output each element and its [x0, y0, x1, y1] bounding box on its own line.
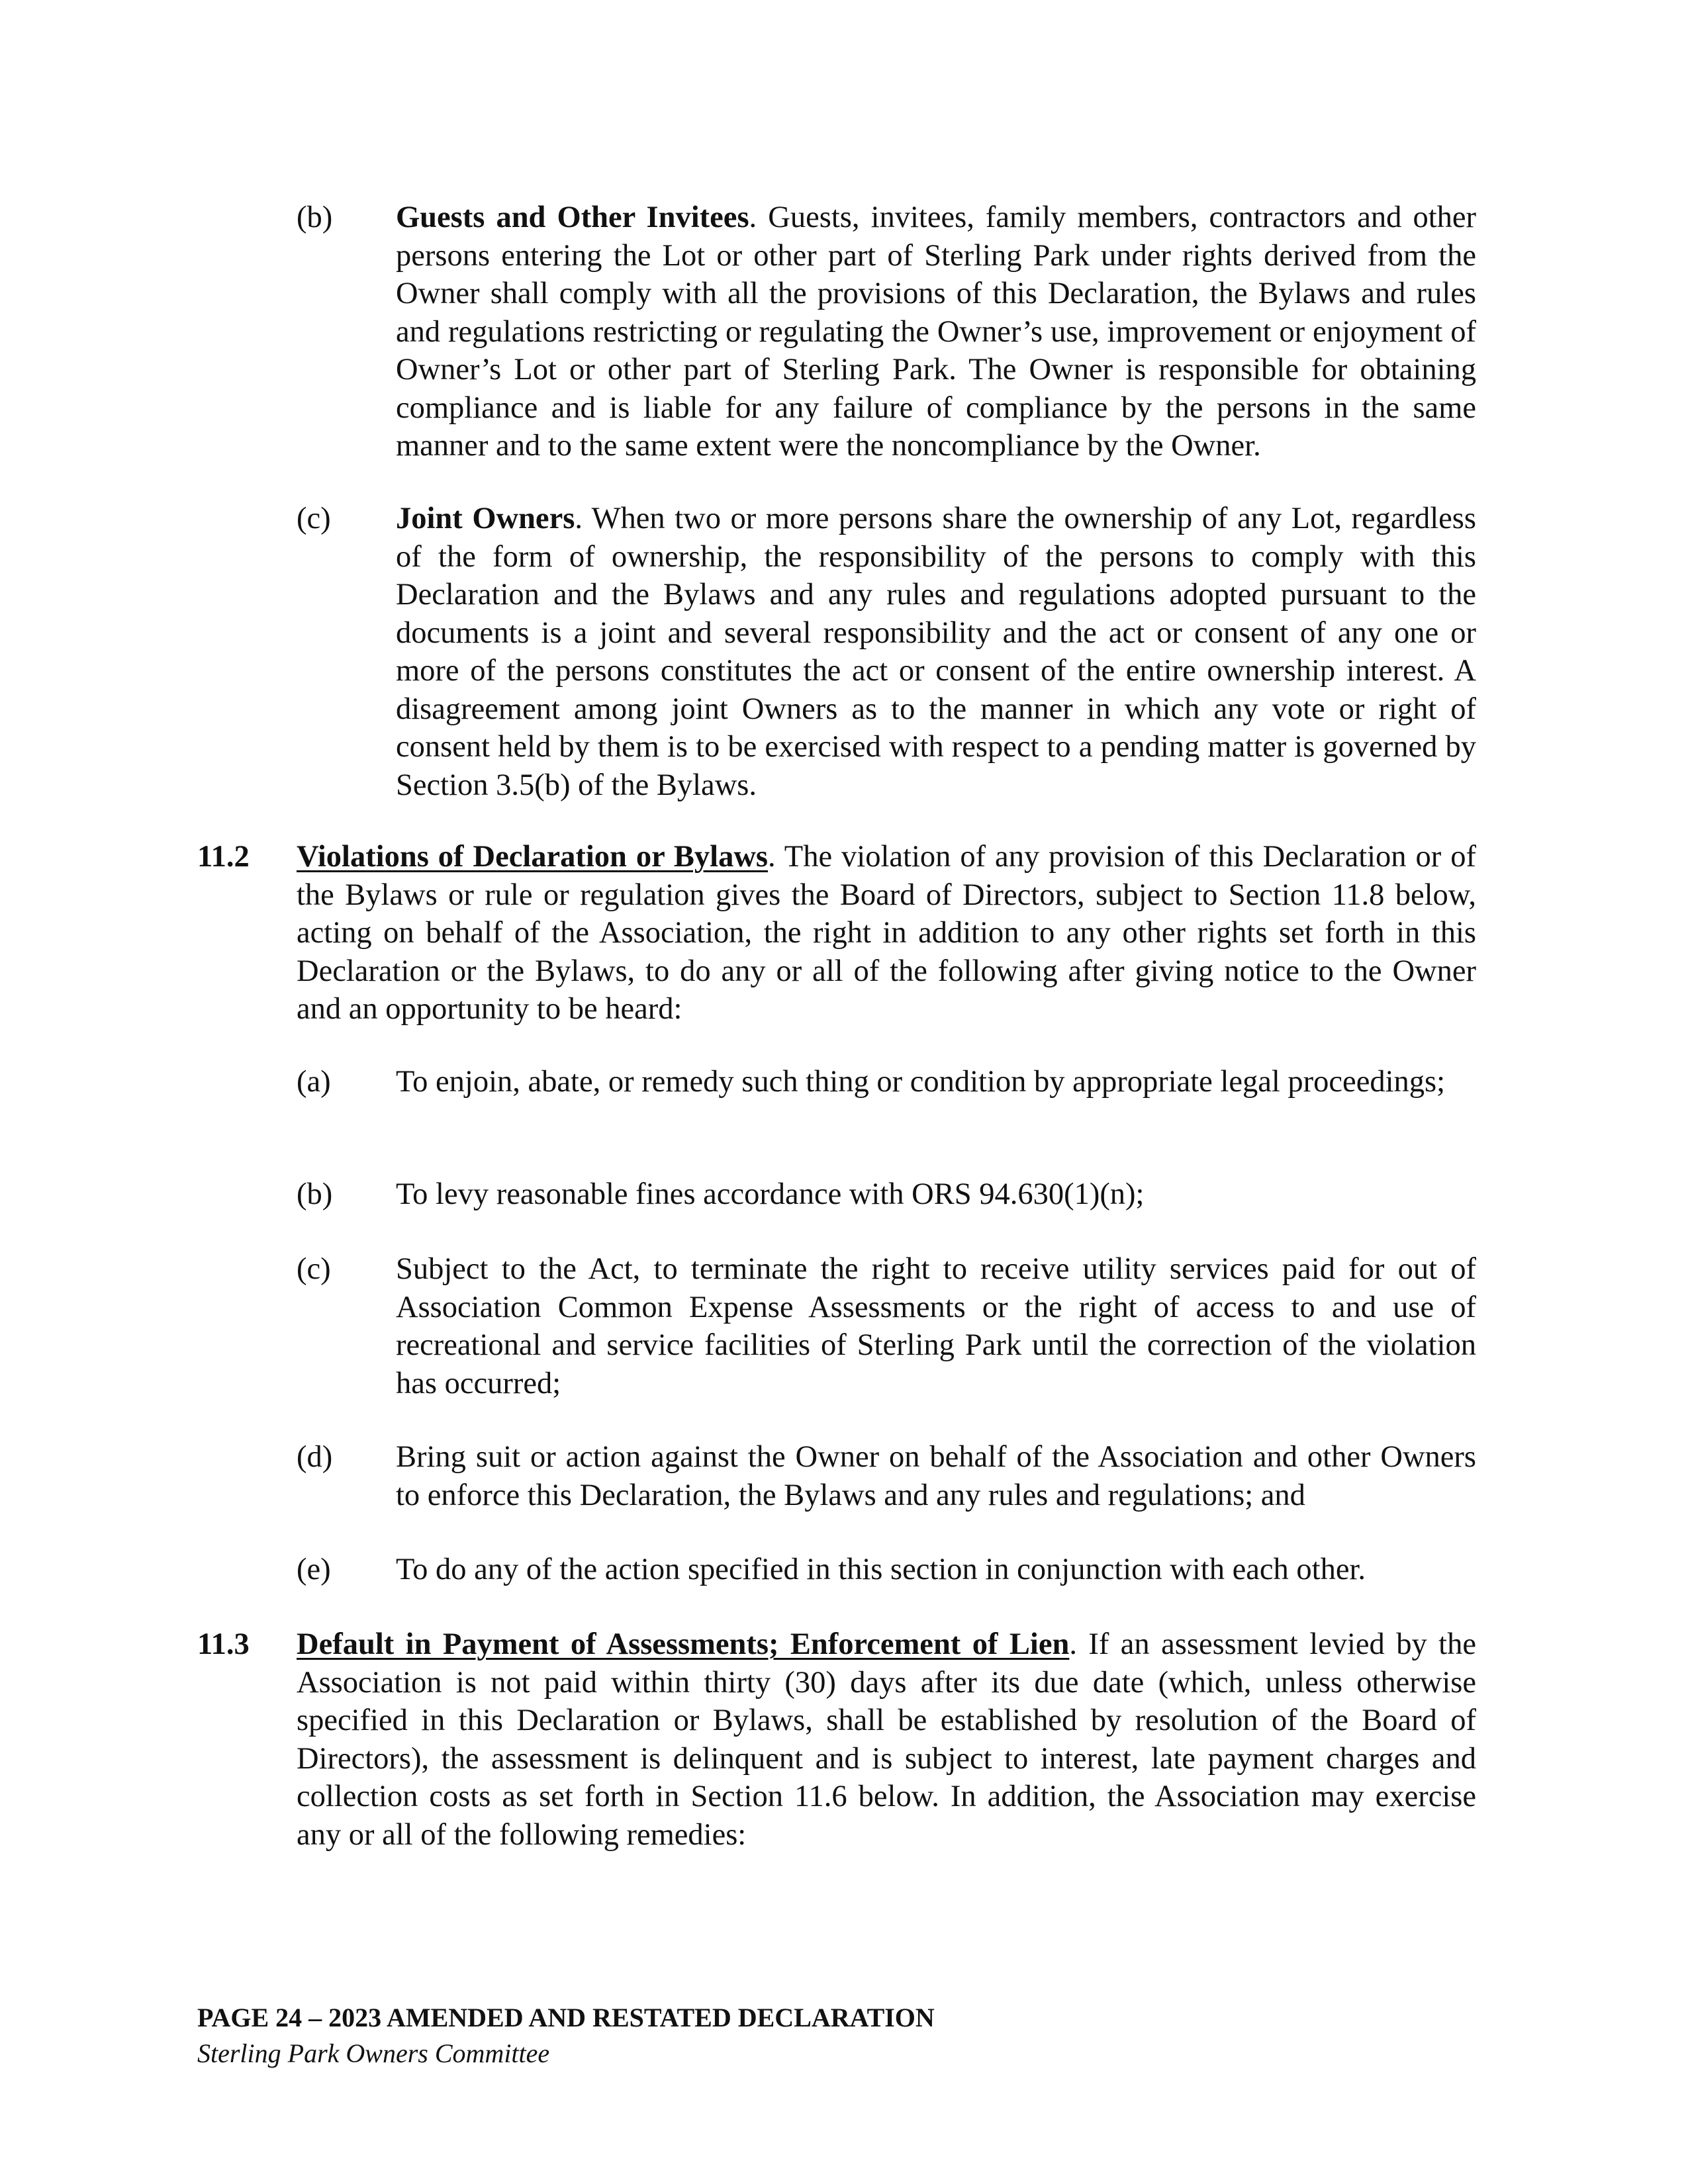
- item-label: (a): [297, 1065, 331, 1099]
- subitem-enjoin: To enjoin, abate, or remedy such thing or condition by appropriate legal proceedings;: [396, 1065, 1446, 1099]
- section-number: 11.3: [197, 1627, 250, 1661]
- section-title: Violations of Declaration or Bylaws: [297, 840, 769, 874]
- section-title: Default in Payment of Assessments; Enforcement of Lien: [297, 1627, 1070, 1661]
- paragraph-text: . Guests, invitees, family members, contractors and other persons entering the Lot or other part of Sterling Park under rights derived from the Owner shall comply with all the provisions of this Declaration, the Bylaws and rules and regulations restricting or regulating the Owner’s use, improvement or enjoyment of Owner’s Lot or other part of Sterling Park. The Owner is responsible for obtaining compliance and is liable for any failure of compliance by the persons in the same manner and to the same extent were the noncompliance by the Owner.: [396, 201, 1476, 463]
- item-label: (e): [297, 1553, 331, 1586]
- section-11-3: [297, 1625, 1476, 1854]
- subitem-conjunction: To do any of the action specified in this section in conjunction with each other.: [396, 1553, 1366, 1586]
- subitem-terminate-services: Subject to the Act, to terminate the right to receive utility services paid for out of Association Common Expense Assessments or the right of access to and use of recreational and service facilities of Sterling Park until the correction of the violation has occurred;: [396, 1252, 1476, 1400]
- item-label: (d): [297, 1440, 333, 1474]
- item-label: (b): [297, 201, 333, 234]
- paragraph-title: Guests and Other Invitees: [396, 201, 749, 234]
- item-label: (c): [297, 1252, 331, 1286]
- footer-page-title: PAGE 24 – 2023 AMENDED AND RESTATED DECLARATION: [197, 2003, 935, 2032]
- paragraph-joint-owners: [396, 500, 1476, 804]
- footer-committee: Sterling Park Owners Committee: [197, 2038, 550, 2068]
- subitem-bring-suit: Bring suit or action against the Owner on behalf of the Association and other Owners to enforce this Declaration, the Bylaws and any rules and regulations; and: [396, 1440, 1476, 1512]
- paragraph-title: Joint Owners: [396, 502, 575, 535]
- section-number: 11.2: [197, 840, 250, 874]
- section-text: . If an assessment levied by the Association is not paid within thirty (30) days after its due date (which, unless otherwise specified in this Declaration or Bylaws, shall be established by resolution of the Board of Directors), the assessment is delinquent and is subject to interest, late payment charges and collection costs as set forth in Section 11.6 below. In addition, the Association may exercise any or all of the following remedies:: [297, 1627, 1476, 1852]
- item-label: (b): [297, 1177, 333, 1211]
- page-footer: [197, 2000, 935, 2071]
- section-text: . The violation of any provision of this Declaration or of the Bylaws or rule or regulation gives the Board of Directors, subject to Section 11.8 below, acting on behalf of the Association, the right in addition to any other rights set forth in this Declaration or the Bylaws, to do any or all of the following after giving notice to the Owner and an opportunity to be heard:: [297, 840, 1476, 1026]
- item-label: (c): [297, 502, 331, 535]
- paragraph-text: . When two or more persons share the ownership of any Lot, regardless of the form of ownership, the responsibility of the persons to comply with this Declaration and the Bylaws and any rules and regulations adopted pursuant to the documents is a joint and several responsibility and the act or consent of any one or more of the persons constitutes the act or consent of the entire ownership interest. A disagreement among joint Owners as to the manner in which any vote or right of consent held by them is to be exercised with respect to a pending matter is governed by Section 3.5(b) of the Bylaws.: [396, 502, 1477, 802]
- section-11-2: [297, 838, 1476, 1028]
- subitem-fines: To levy reasonable fines accordance with ORS 94.630(1)(n);: [396, 1177, 1145, 1211]
- paragraph-guests-invitees: [396, 199, 1476, 465]
